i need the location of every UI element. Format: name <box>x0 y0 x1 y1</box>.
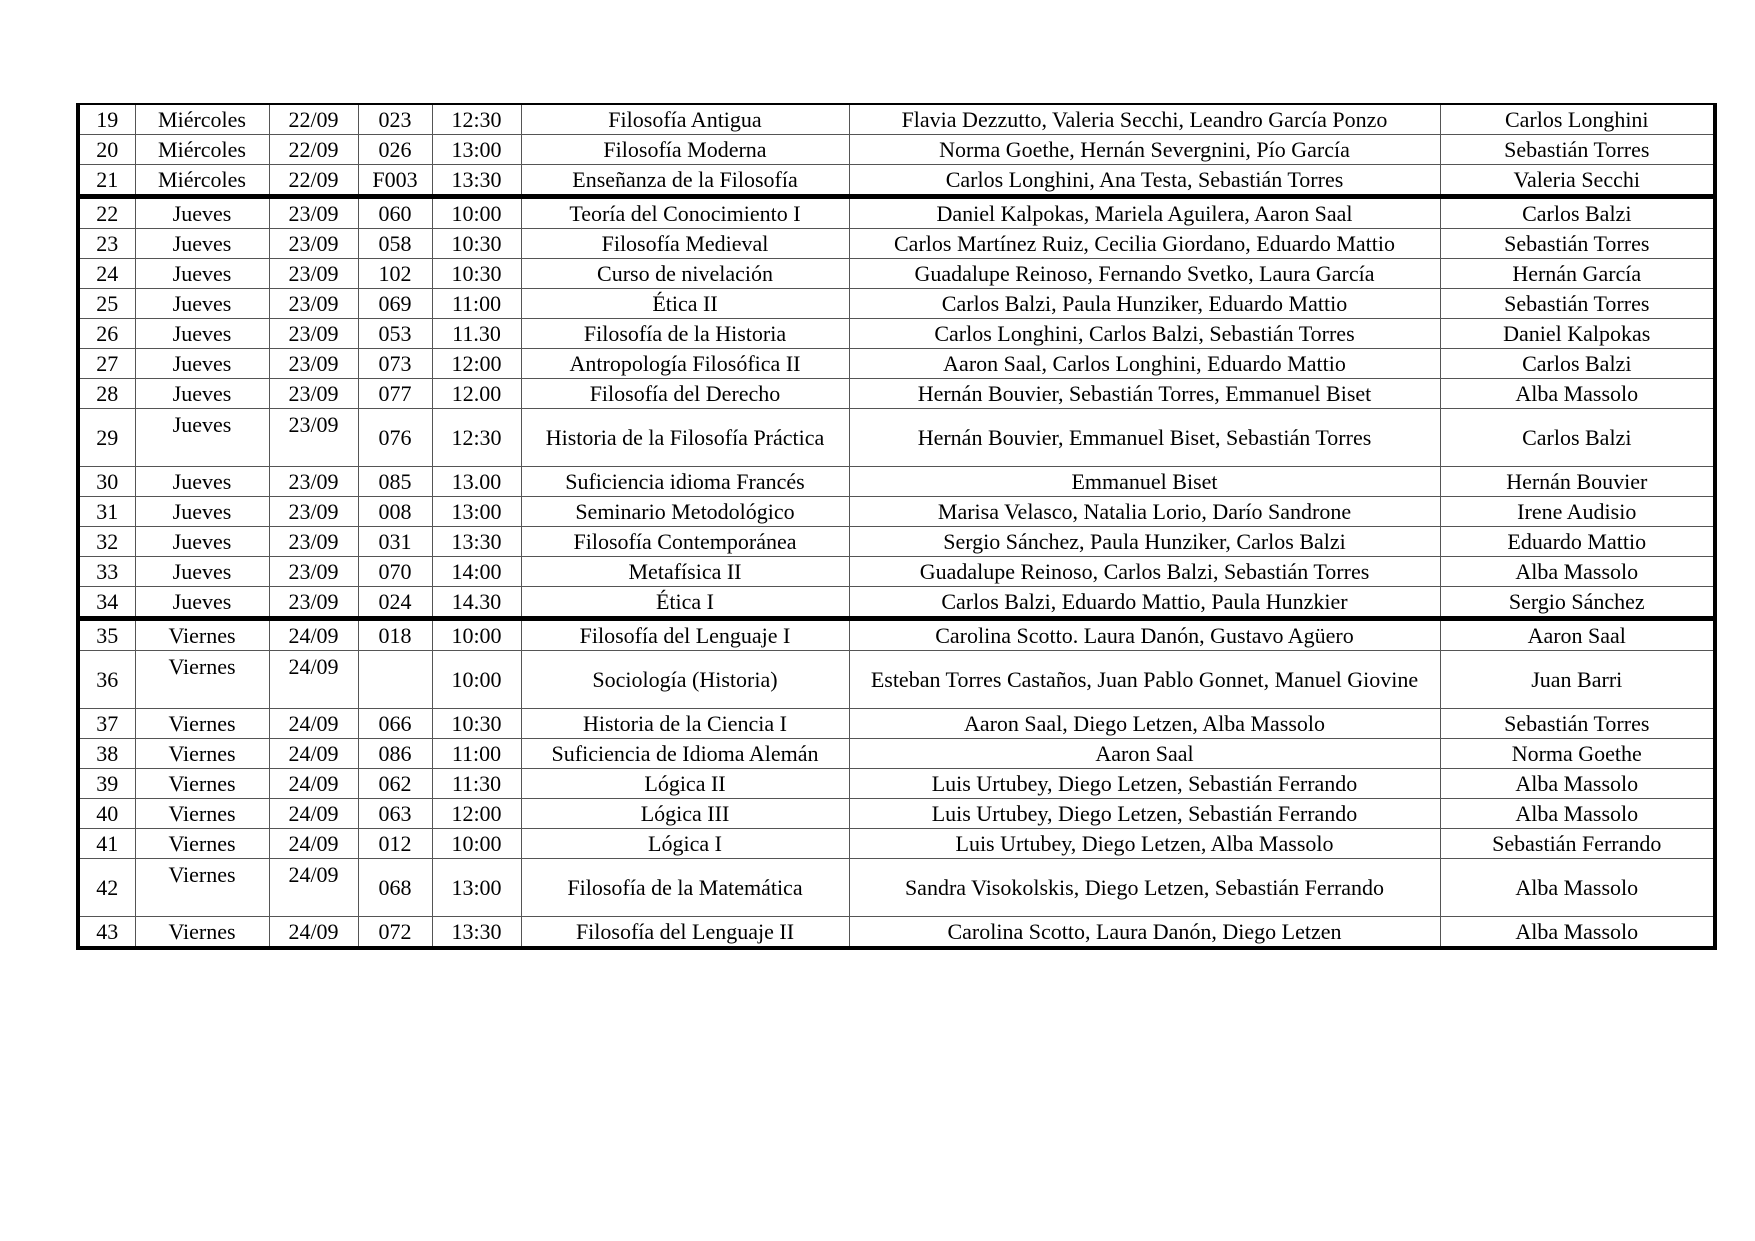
row-date: 22/09 <box>269 104 358 135</box>
row-tribunal: Carolina Scotto, Laura Danón, Diego Letzen <box>849 917 1440 949</box>
table-row <box>78 135 1715 165</box>
table-row <box>78 197 1715 229</box>
row-subject: Filosofía del Lenguaje I <box>521 619 849 651</box>
row-time: 14:00 <box>432 557 521 587</box>
table-row <box>78 379 1715 409</box>
row-number: 25 <box>78 289 135 319</box>
row-code: 102 <box>358 259 432 289</box>
row-time: 11:30 <box>432 769 521 799</box>
row-suplente: Carlos Balzi <box>1440 349 1715 379</box>
row-day: Viernes <box>135 619 269 651</box>
row-time: 12:00 <box>432 349 521 379</box>
row-date: 23/09 <box>269 379 358 409</box>
row-date: 23/09 <box>269 587 358 619</box>
row-code: 062 <box>358 769 432 799</box>
row-day: Viernes <box>135 859 269 917</box>
row-date: 24/09 <box>269 829 358 859</box>
row-subject: Filosofía del Derecho <box>521 379 849 409</box>
row-time: 13:30 <box>432 527 521 557</box>
row-number: 35 <box>78 619 135 651</box>
row-time: 10:30 <box>432 709 521 739</box>
row-tribunal: Esteban Torres Castaños, Juan Pablo Gonnet, Manuel Giovine <box>849 651 1440 709</box>
row-suplente: Eduardo Mattio <box>1440 527 1715 557</box>
row-subject: Filosofía Antigua <box>521 104 849 135</box>
row-number: 22 <box>78 197 135 229</box>
row-code: 008 <box>358 497 432 527</box>
row-number: 36 <box>78 651 135 709</box>
table-row <box>78 165 1715 197</box>
row-time: 10:00 <box>432 829 521 859</box>
row-code: 069 <box>358 289 432 319</box>
table-row <box>78 829 1715 859</box>
row-time: 12:00 <box>432 799 521 829</box>
row-number: 27 <box>78 349 135 379</box>
row-suplente: Hernán García <box>1440 259 1715 289</box>
row-subject: Ética II <box>521 289 849 319</box>
row-tribunal: Emmanuel Biset <box>849 467 1440 497</box>
table-row <box>78 587 1715 619</box>
row-code: F003 <box>358 165 432 197</box>
row-date: 23/09 <box>269 557 358 587</box>
row-time: 10:30 <box>432 259 521 289</box>
row-tribunal: Carlos Balzi, Eduardo Mattio, Paula Hunzkier <box>849 587 1440 619</box>
row-day: Viernes <box>135 769 269 799</box>
row-date: 24/09 <box>269 619 358 651</box>
row-number: 42 <box>78 859 135 917</box>
row-tribunal: Flavia Dezzutto, Valeria Secchi, Leandro García Ponzo <box>849 104 1440 135</box>
row-day: Jueves <box>135 259 269 289</box>
row-date: 24/09 <box>269 917 358 949</box>
table-row <box>78 651 1715 709</box>
row-number: 41 <box>78 829 135 859</box>
row-tribunal: Carolina Scotto. Laura Danón, Gustavo Agüero <box>849 619 1440 651</box>
table-row <box>78 859 1715 917</box>
table-row <box>78 289 1715 319</box>
row-day: Viernes <box>135 709 269 739</box>
table-row <box>78 319 1715 349</box>
row-date: 22/09 <box>269 135 358 165</box>
row-number: 31 <box>78 497 135 527</box>
row-subject: Filosofía Medieval <box>521 229 849 259</box>
row-date: 24/09 <box>269 859 358 917</box>
row-tribunal: Guadalupe Reinoso, Carlos Balzi, Sebastián Torres <box>849 557 1440 587</box>
row-code: 072 <box>358 917 432 949</box>
row-suplente: Valeria Secchi <box>1440 165 1715 197</box>
row-code: 026 <box>358 135 432 165</box>
row-date: 23/09 <box>269 229 358 259</box>
table-row <box>78 917 1715 949</box>
row-code: 053 <box>358 319 432 349</box>
row-number: 24 <box>78 259 135 289</box>
row-date: 24/09 <box>269 799 358 829</box>
row-date: 24/09 <box>269 651 358 709</box>
row-suplente: Sebastián Torres <box>1440 709 1715 739</box>
row-suplente: Irene Audisio <box>1440 497 1715 527</box>
row-number: 26 <box>78 319 135 349</box>
row-day: Jueves <box>135 229 269 259</box>
row-day: Jueves <box>135 557 269 587</box>
row-tribunal: Norma Goethe, Hernán Severgnini, Pío García <box>849 135 1440 165</box>
row-suplente: Alba Massolo <box>1440 859 1715 917</box>
row-subject: Lógica I <box>521 829 849 859</box>
row-tribunal: Carlos Martínez Ruiz, Cecilia Giordano, Eduardo Mattio <box>849 229 1440 259</box>
row-number: 23 <box>78 229 135 259</box>
row-day: Jueves <box>135 467 269 497</box>
row-day: Jueves <box>135 587 269 619</box>
row-time: 10:00 <box>432 651 521 709</box>
row-number: 21 <box>78 165 135 197</box>
row-number: 29 <box>78 409 135 467</box>
row-date: 24/09 <box>269 709 358 739</box>
row-code: 058 <box>358 229 432 259</box>
row-tribunal: Hernán Bouvier, Sebastián Torres, Emmanuel Biset <box>849 379 1440 409</box>
row-suplente: Juan Barri <box>1440 651 1715 709</box>
row-suplente: Alba Massolo <box>1440 379 1715 409</box>
row-number: 37 <box>78 709 135 739</box>
table-row <box>78 497 1715 527</box>
row-subject: Enseñanza de la Filosofía <box>521 165 849 197</box>
row-code: 068 <box>358 859 432 917</box>
row-suplente: Sebastián Torres <box>1440 229 1715 259</box>
row-day: Jueves <box>135 289 269 319</box>
row-suplente: Daniel Kalpokas <box>1440 319 1715 349</box>
row-time: 12.00 <box>432 379 521 409</box>
row-time: 13:00 <box>432 135 521 165</box>
row-tribunal: Sergio Sánchez, Paula Hunziker, Carlos Balzi <box>849 527 1440 557</box>
row-suplente: Carlos Balzi <box>1440 197 1715 229</box>
row-subject: Historia de la Ciencia I <box>521 709 849 739</box>
row-number: 38 <box>78 739 135 769</box>
row-tribunal: Guadalupe Reinoso, Fernando Svetko, Laura García <box>849 259 1440 289</box>
row-day: Jueves <box>135 197 269 229</box>
row-code: 023 <box>358 104 432 135</box>
table-row <box>78 709 1715 739</box>
row-subject: Lógica III <box>521 799 849 829</box>
row-subject: Filosofía de la Matemática <box>521 859 849 917</box>
row-time: 13:00 <box>432 497 521 527</box>
row-suplente: Norma Goethe <box>1440 739 1715 769</box>
row-number: 43 <box>78 917 135 949</box>
row-day: Jueves <box>135 379 269 409</box>
row-time: 13:00 <box>432 859 521 917</box>
row-subject: Curso de nivelación <box>521 259 849 289</box>
row-code: 073 <box>358 349 432 379</box>
row-code <box>358 651 432 709</box>
row-tribunal: Aaron Saal <box>849 739 1440 769</box>
row-subject: Filosofía de la Historia <box>521 319 849 349</box>
table-row <box>78 349 1715 379</box>
row-time: 10:00 <box>432 619 521 651</box>
row-subject: Lógica II <box>521 769 849 799</box>
row-date: 23/09 <box>269 497 358 527</box>
table-row <box>78 409 1715 467</box>
row-date: 22/09 <box>269 165 358 197</box>
row-day: Jueves <box>135 349 269 379</box>
row-tribunal: Marisa Velasco, Natalia Lorio, Darío Sandrone <box>849 497 1440 527</box>
row-subject: Historia de la Filosofía Práctica <box>521 409 849 467</box>
row-tribunal: Carlos Longhini, Carlos Balzi, Sebastián Torres <box>849 319 1440 349</box>
row-time: 10:30 <box>432 229 521 259</box>
row-suplente: Sebastián Ferrando <box>1440 829 1715 859</box>
row-subject: Filosofía Contemporánea <box>521 527 849 557</box>
row-tribunal: Aaron Saal, Carlos Longhini, Eduardo Mattio <box>849 349 1440 379</box>
row-code: 077 <box>358 379 432 409</box>
row-suplente: Carlos Balzi <box>1440 409 1715 467</box>
row-suplente: Sebastián Torres <box>1440 289 1715 319</box>
row-suplente: Carlos Longhini <box>1440 104 1715 135</box>
row-suplente: Alba Massolo <box>1440 799 1715 829</box>
table-row <box>78 739 1715 769</box>
table-row <box>78 467 1715 497</box>
row-subject: Filosofía del Lenguaje II <box>521 917 849 949</box>
row-number: 40 <box>78 799 135 829</box>
table-row <box>78 229 1715 259</box>
row-number: 39 <box>78 769 135 799</box>
table-row <box>78 557 1715 587</box>
row-subject: Suficiencia de Idioma Alemán <box>521 739 849 769</box>
row-code: 018 <box>358 619 432 651</box>
row-code: 086 <box>358 739 432 769</box>
row-day: Viernes <box>135 917 269 949</box>
row-code: 024 <box>358 587 432 619</box>
row-day: Jueves <box>135 319 269 349</box>
row-number: 32 <box>78 527 135 557</box>
row-suplente: Alba Massolo <box>1440 769 1715 799</box>
row-day: Viernes <box>135 739 269 769</box>
row-date: 23/09 <box>269 197 358 229</box>
row-number: 20 <box>78 135 135 165</box>
table-row <box>78 619 1715 651</box>
row-date: 24/09 <box>269 739 358 769</box>
row-time: 14.30 <box>432 587 521 619</box>
table-row <box>78 259 1715 289</box>
row-time: 13:30 <box>432 165 521 197</box>
row-subject: Seminario Metodológico <box>521 497 849 527</box>
row-day: Jueves <box>135 409 269 467</box>
row-tribunal: Luis Urtubey, Diego Letzen, Alba Massolo <box>849 829 1440 859</box>
row-day: Jueves <box>135 497 269 527</box>
row-date: 23/09 <box>269 319 358 349</box>
row-code: 085 <box>358 467 432 497</box>
row-day: Miércoles <box>135 135 269 165</box>
exam-schedule-table <box>76 103 1717 950</box>
row-tribunal: Carlos Balzi, Paula Hunziker, Eduardo Mattio <box>849 289 1440 319</box>
row-suplente: Alba Massolo <box>1440 917 1715 949</box>
row-subject: Suficiencia idioma Francés <box>521 467 849 497</box>
row-number: 33 <box>78 557 135 587</box>
row-number: 30 <box>78 467 135 497</box>
row-subject: Teoría del Conocimiento I <box>521 197 849 229</box>
row-tribunal: Hernán Bouvier, Emmanuel Biset, Sebastián Torres <box>849 409 1440 467</box>
row-time: 11:00 <box>432 289 521 319</box>
row-code: 066 <box>358 709 432 739</box>
table-row <box>78 799 1715 829</box>
row-date: 23/09 <box>269 409 358 467</box>
row-subject: Metafísica II <box>521 557 849 587</box>
row-date: 23/09 <box>269 259 358 289</box>
row-suplente: Aaron Saal <box>1440 619 1715 651</box>
row-subject: Filosofía Moderna <box>521 135 849 165</box>
row-tribunal: Luis Urtubey, Diego Letzen, Sebastián Ferrando <box>849 769 1440 799</box>
row-code: 012 <box>358 829 432 859</box>
row-date: 23/09 <box>269 349 358 379</box>
row-suplente: Alba Massolo <box>1440 557 1715 587</box>
row-code: 070 <box>358 557 432 587</box>
table-row <box>78 527 1715 557</box>
table-row <box>78 104 1715 135</box>
row-time: 11:00 <box>432 739 521 769</box>
row-day: Viernes <box>135 799 269 829</box>
row-day: Miércoles <box>135 104 269 135</box>
row-tribunal: Daniel Kalpokas, Mariela Aguilera, Aaron Saal <box>849 197 1440 229</box>
row-day: Miércoles <box>135 165 269 197</box>
row-code: 076 <box>358 409 432 467</box>
row-tribunal: Carlos Longhini, Ana Testa, Sebastián Torres <box>849 165 1440 197</box>
row-time: 10:00 <box>432 197 521 229</box>
row-tribunal: Luis Urtubey, Diego Letzen, Sebastián Ferrando <box>849 799 1440 829</box>
row-tribunal: Aaron Saal, Diego Letzen, Alba Massolo <box>849 709 1440 739</box>
row-subject: Antropología Filosófica II <box>521 349 849 379</box>
row-date: 23/09 <box>269 467 358 497</box>
row-tribunal: Sandra Visokolskis, Diego Letzen, Sebastián Ferrando <box>849 859 1440 917</box>
row-suplente: Sergio Sánchez <box>1440 587 1715 619</box>
row-subject: Sociología (Historia) <box>521 651 849 709</box>
row-time: 12:30 <box>432 409 521 467</box>
row-date: 23/09 <box>269 289 358 319</box>
row-time: 13.00 <box>432 467 521 497</box>
row-time: 12:30 <box>432 104 521 135</box>
row-date: 24/09 <box>269 769 358 799</box>
row-subject: Ética I <box>521 587 849 619</box>
row-day: Viernes <box>135 651 269 709</box>
row-suplente: Sebastián Torres <box>1440 135 1715 165</box>
row-code: 063 <box>358 799 432 829</box>
row-code: 060 <box>358 197 432 229</box>
row-day: Jueves <box>135 527 269 557</box>
table-row <box>78 769 1715 799</box>
row-number: 28 <box>78 379 135 409</box>
row-code: 031 <box>358 527 432 557</box>
row-suplente: Hernán Bouvier <box>1440 467 1715 497</box>
row-number: 34 <box>78 587 135 619</box>
row-number: 19 <box>78 104 135 135</box>
row-time: 11.30 <box>432 319 521 349</box>
row-time: 13:30 <box>432 917 521 949</box>
row-date: 23/09 <box>269 527 358 557</box>
row-day: Viernes <box>135 829 269 859</box>
